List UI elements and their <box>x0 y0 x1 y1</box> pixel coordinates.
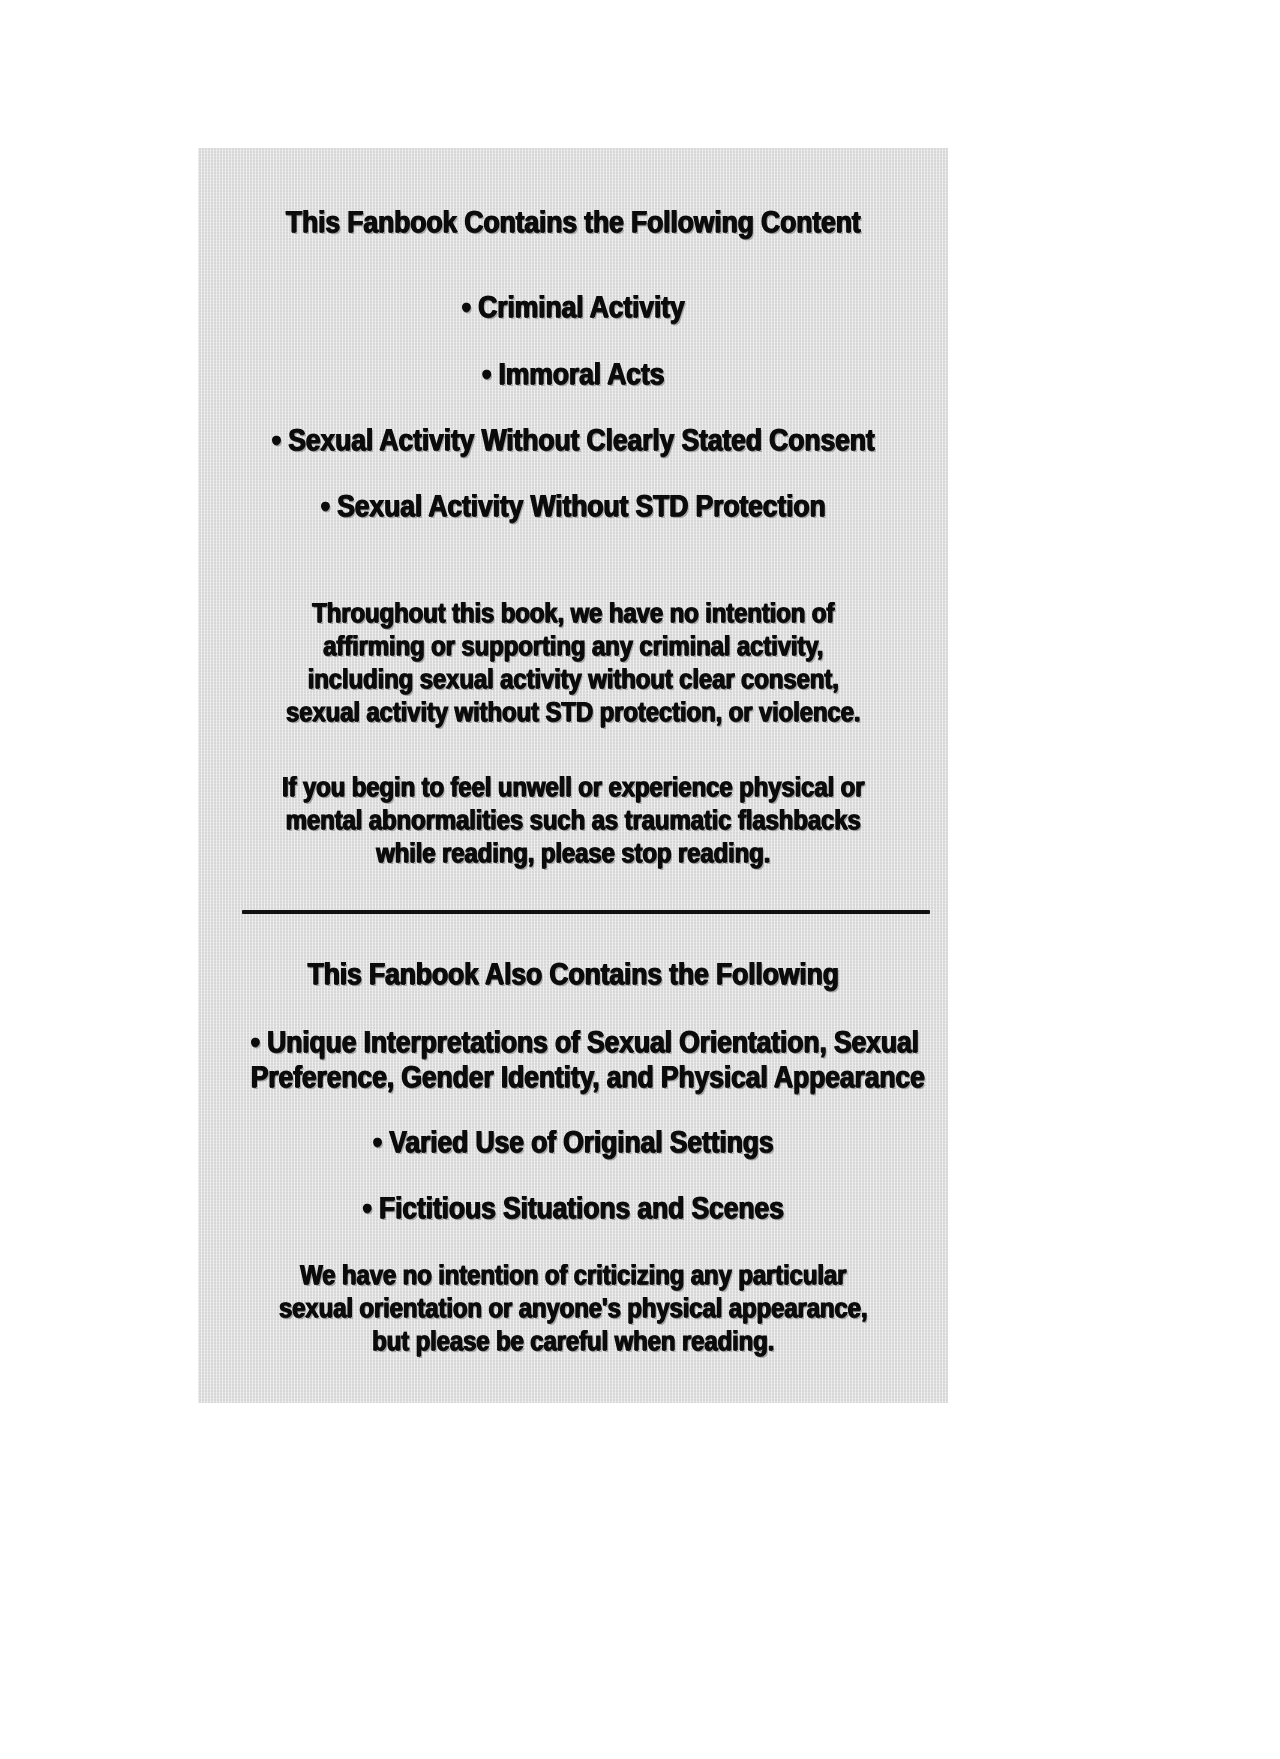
bullet-fictitious-situations-and-scenes: • Fictitious Situations and Scenes <box>362 1190 784 1225</box>
section-two-bullet-row-3 <box>198 1192 948 1225</box>
paragraph-two-line-1-text: If you begin to feel unwell or experience physical or <box>281 771 865 802</box>
paragraph-two-line-3 <box>198 836 948 869</box>
section-two-bullet-row-2 <box>198 1126 948 1159</box>
paragraph-one-line-3-text: including sexual activity without clear consent, <box>307 663 839 694</box>
section-two-paragraph-line-3-text: but please be careful when reading. <box>371 1325 775 1356</box>
section-one-bullet-row-1 <box>198 291 948 324</box>
paragraph-one-line-3 <box>198 662 948 695</box>
paragraph-one-line-2 <box>198 629 948 662</box>
section-two-paragraph-line-1 <box>198 1258 948 1291</box>
bullet-immoral-acts: • Immoral Acts <box>481 356 665 391</box>
paragraph-one-line-1 <box>198 596 948 629</box>
section-two-heading: This Fanbook Also Contains the Following <box>307 956 839 991</box>
paragraph-two-line-2 <box>198 803 948 836</box>
paragraph-one-line-4-text: sexual activity without STD protection, or violence. <box>285 696 861 727</box>
section-one-bullet-row-3 <box>198 424 948 457</box>
bullet-varied-use-of-original-settings: • Varied Use of Original Settings <box>372 1124 774 1159</box>
paragraph-two-line-1 <box>198 770 948 803</box>
content-panel <box>198 148 948 1403</box>
section-one-bullet-row-4 <box>198 490 948 523</box>
section-two-paragraph-line-3 <box>198 1324 948 1357</box>
horizontal-rule-divider <box>242 910 930 914</box>
section-two-bullet-row-1-line-2 <box>198 1059 948 1095</box>
bullet-unique-interpretations-line-1: • Unique Interpretations of Sexual Orientation, Sexual <box>250 1024 919 1059</box>
bullet-sexual-activity-without-std-protection: • Sexual Activity Without STD Protection <box>320 488 826 523</box>
bullet-criminal-activity: • Criminal Activity <box>461 289 685 324</box>
section-one-heading: This Fanbook Contains the Following Content <box>285 204 861 239</box>
section-one-bullet-row-2 <box>198 358 948 391</box>
paragraph-one-line-1-text: Throughout this book, we have no intention of <box>312 597 834 628</box>
section-two-bullet-row-1-line-1 <box>198 1024 948 1060</box>
paragraph-one-line-4 <box>198 695 948 728</box>
section-two-paragraph-line-2 <box>198 1291 948 1324</box>
bullet-sexual-activity-without-consent: • Sexual Activity Without Clearly Stated Consent <box>271 422 875 457</box>
section-two-paragraph-line-2-text: sexual orientation or anyone's physical appearance, <box>278 1292 868 1323</box>
section-one-heading-row <box>198 206 948 239</box>
paragraph-one-line-2-text: affirming or supporting any criminal activity, <box>322 630 824 661</box>
section-two-paragraph-line-1-text: We have no intention of criticizing any particular <box>299 1259 847 1290</box>
paragraph-two-line-2-text: mental abnormalities such as traumatic flashbacks <box>285 804 861 835</box>
section-two-heading-row <box>198 958 948 991</box>
bullet-unique-interpretations-line-2: Preference, Gender Identity, and Physical Appearance <box>250 1059 925 1094</box>
paragraph-two-line-3-text: while reading, please stop reading. <box>375 837 771 868</box>
